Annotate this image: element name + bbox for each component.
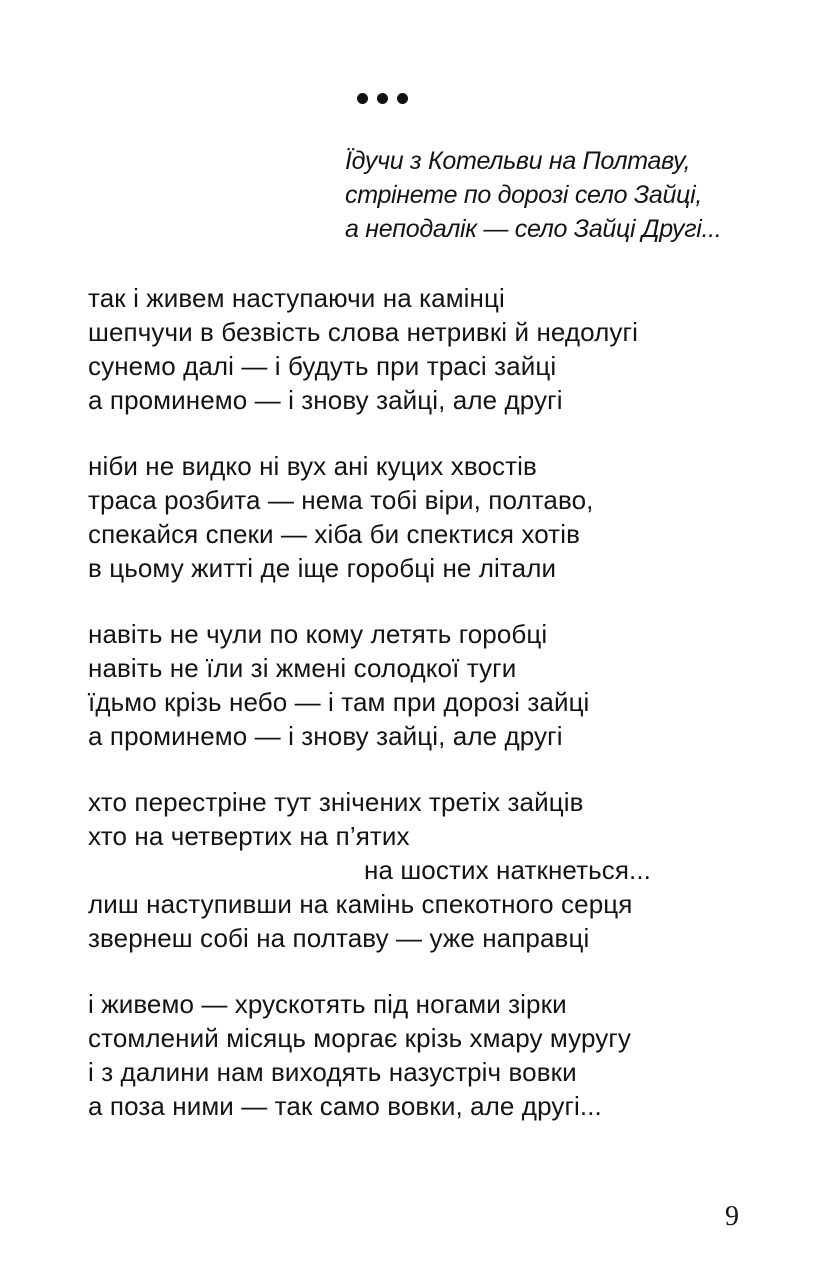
poem-body xyxy=(88,281,788,1155)
poem-line: ніби не видко ні вух ані куцих хвостів xyxy=(88,451,537,481)
poem-line-indented: на шостих наткнеться... xyxy=(364,855,652,885)
poem-line: навіть не чули по кому летять горобці xyxy=(88,619,548,649)
stanza xyxy=(88,281,788,417)
poem-line: шепчучи в безвість слова нетривкі й недолугі xyxy=(88,317,638,347)
poem-line: а проминемо — і знову зайці, але другі xyxy=(88,385,563,415)
epigraph-line: Їдучи з Котельви на Полтаву, xyxy=(345,147,691,175)
ornament-dot xyxy=(377,93,388,104)
ornament-dot xyxy=(397,93,408,104)
poem-line: лиш наступивши на камінь спекотного серця xyxy=(88,889,633,919)
poem-line: хто на четвертих на п’ятих xyxy=(88,821,410,851)
poem-line: і живемо — хрускотять під ногами зірки xyxy=(88,989,567,1019)
poem-line: і з далини нам виходять назустріч вовки xyxy=(88,1057,577,1087)
poem-line: стомлений місяць моргає крізь хмару муругу xyxy=(88,1023,632,1053)
poem-line: звернеш собі на полтаву — уже направці xyxy=(88,923,590,953)
poem-line: сунемо далі — і будуть при трасі зайці xyxy=(88,351,557,381)
epigraph xyxy=(345,144,815,246)
poem-line: їдьмо крізь небо — і там при дорозі зайці xyxy=(88,687,590,717)
stanza xyxy=(88,987,788,1123)
poem-line: а проминемо — і знову зайці, але другі xyxy=(88,721,563,751)
poem-line: в цьому житті де іще горобці не літали xyxy=(88,553,557,583)
epigraph-line: стрінете по дорозі село Зайці, xyxy=(345,181,703,209)
page-number: 9 xyxy=(725,1201,739,1232)
poem-line: хто перестріне тут знічених третіх зайців xyxy=(88,787,584,817)
poem-line: траса розбита — нема тобі віри, полтаво, xyxy=(88,485,594,515)
epigraph-line: а неподалік — село Зайці Другі... xyxy=(345,215,722,243)
stanza xyxy=(88,449,788,585)
poem-line: так і живем наступаючи на камінці xyxy=(88,283,505,313)
poem-line: а поза ними — так само вовки, але другі... xyxy=(88,1091,602,1121)
section-ornament xyxy=(357,90,417,106)
stanza xyxy=(88,785,788,955)
poem-line: спекайся спеки — хіба би спектися хотів xyxy=(88,519,580,549)
ornament-dot xyxy=(357,93,368,104)
stanza xyxy=(88,617,788,753)
poem-line: навіть не їли зі жмені солодкої туги xyxy=(88,653,517,683)
